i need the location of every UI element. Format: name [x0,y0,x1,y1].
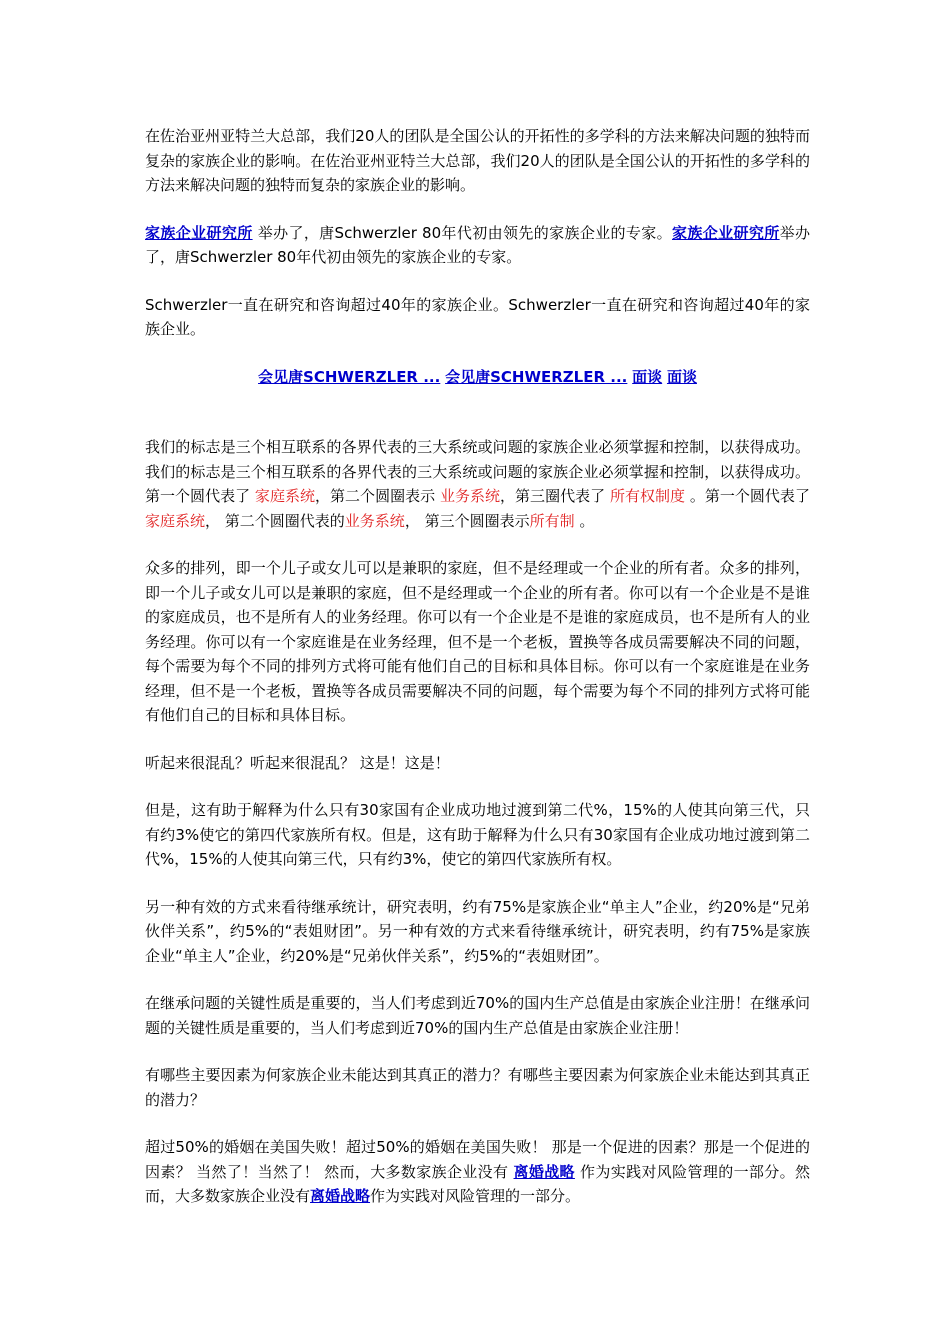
document-body [145,124,810,1232]
business-system-term: 业务系统 [439,487,501,505]
divorce-strategy-link[interactable]: 离婚战略 [513,1162,575,1181]
family-system-term: 家庭系统 [254,487,315,505]
paragraph-intro: 在佐治亚州亚特兰大总部，我们20人的团队是全国公认的开拓性的多学科的方法来解决问题的独特而复杂的家族企业的影响。在佐治亚州亚特兰大总部，我们20人的团队是全国公认的开拓性的多学科的方法来解决问题的独特而复杂的家族企业的影响。 [145,127,810,194]
family-business-institute-link[interactable]: 家族企业研究所 [145,223,253,242]
paragraph-institute [145,221,810,270]
family-business-institute-link-2[interactable]: 家族企业研究所 [672,223,780,242]
paragraph-confusing: 听起来很混乱？听起来很混乱？ 这是！这是！ [145,753,450,772]
logo-text-5: ， 第二个圆圈代表的 [205,511,345,530]
logo-text-2: ，第二个圆圈表示 [315,487,440,505]
paragraph-gdp: 在继承问题的关键性质是重要的，当人们考虑到近70%的国内生产总值是由家族企业注册！在继承问题的关键性质是重要的，当人们考虑到近70%的国内生产总值是由家族企业注册！ [145,994,810,1037]
paragraph-logo [145,435,810,533]
divorce-strategy-link-2[interactable]: 离婚战略 [310,1187,371,1205]
logo-text-4: 。第一个圆代表了 [685,487,810,505]
institute-text: 举办了，唐Schwerzler 80年代初由领先的家族企业的专家。 [252,223,673,242]
divorce-text-1: 超过50%的婚姻在美国失败！超过50%的婚姻在美国失败！ 那是一个促进的因素？那是一个促进的因素？ 当然了！当然了！ 然而，大多数家族企业没有 [145,1138,810,1181]
divorce-text-2: 作为实践对风险管理的一部分。然而，大多数家族企业没有 [145,1162,810,1205]
paragraph-permutations: 众多的排列，即一个儿子或女儿可以是兼职的家庭，但不是经理或一个企业的所有者。众多的排列，即一个儿子或女儿可以是兼职的家庭，但不是经理或一个企业的所有者。你可以有一个企业是不是谁的家庭成员，也不是所有人的业务经理。你可以有一个企业是不是谁的家庭成员，也不是所有人的业务经理。你可以有一个家庭谁是在业务经理，但不是一个老板，置换等各成员需要解决不同的问题，每个需要为每个不同的排列方式将可能有他们自己的目标和具体目标。你可以有一个家庭谁是在业务经理，但不是一个老板，置换等各成员需要解决不同的问题，每个需要为每个不同的排列方式将可能有他们自己的目标和具体目标。 [145,559,810,724]
interview-link-2[interactable]: 面谈 [666,367,697,386]
links-row [145,365,810,390]
meet-don-link-2[interactable]: 会见唐SCHWERZLER ... [445,367,628,386]
ownership-term-2: 所有制 [529,511,575,530]
paragraph-succession-stats: 另一种有效的方式来看待继承统计，研究表明，约有75%是家族企业“单主人”企业，约20%是“兄弟伙伴关系”，约5%的“表姐财团”。另一种有效的方式来看待继承统计，研究表明，约有75%是家族企业“单主人”企业，约20%是“兄弟伙伴关系”，约5%的“表姐财团”。 [145,897,810,965]
logo-text-1: 我们的标志是三个相互联系的各界代表的三大系统或问题的家族企业必须掌握和控制，以获得成功。我们的标志是三个相互联系的各界代表的三大系统或问题的家族企业必须掌握和控制，以获得成功。第一个圆代表了 [145,438,810,505]
logo-text-7: 。 [574,511,595,530]
paragraph-generations: 但是，这有助于解释为什么只有30家国有企业成功地过渡到第二代%，15%的人使其向第三代，只有约3%使它的第四代家族所有权。但是，这有助于解释为什么只有30家国有企业成功地过渡到第二代%，15%的人使其向第三代，只有约3%，使它的第四代家族所有权。 [145,801,810,868]
paragraph-divorce [145,1135,810,1209]
logo-text-6: ， 第三个圆圈表示 [404,511,530,530]
ownership-system-term: 所有权制度 [609,487,686,505]
paragraph-experience: Schwerzler一直在研究和咨询超过40年的家族企业。Schwerzler一直在研究和咨询超过40年的家族企业。 [145,295,810,338]
family-system-term-2: 家庭系统 [145,511,206,530]
paragraph-question: 有哪些主要因素为何家族企业未能达到其真正的潜力？有哪些主要因素为何家族企业未能达到其真正的潜力？ [145,1066,810,1109]
interview-link[interactable]: 面谈 [632,367,663,386]
institute-text-2: 举办了，唐Schwerzler 80年代初由领先的家族企业的专家。 [145,223,810,266]
logo-text-3: ，第三圈代表了 [500,487,610,505]
divorce-text-3: 作为实践对风险管理的一部分。 [370,1187,581,1205]
meet-don-link[interactable]: 会见唐SCHWERZLER ... [258,367,441,386]
business-system-term-2: 业务系统 [344,511,405,530]
